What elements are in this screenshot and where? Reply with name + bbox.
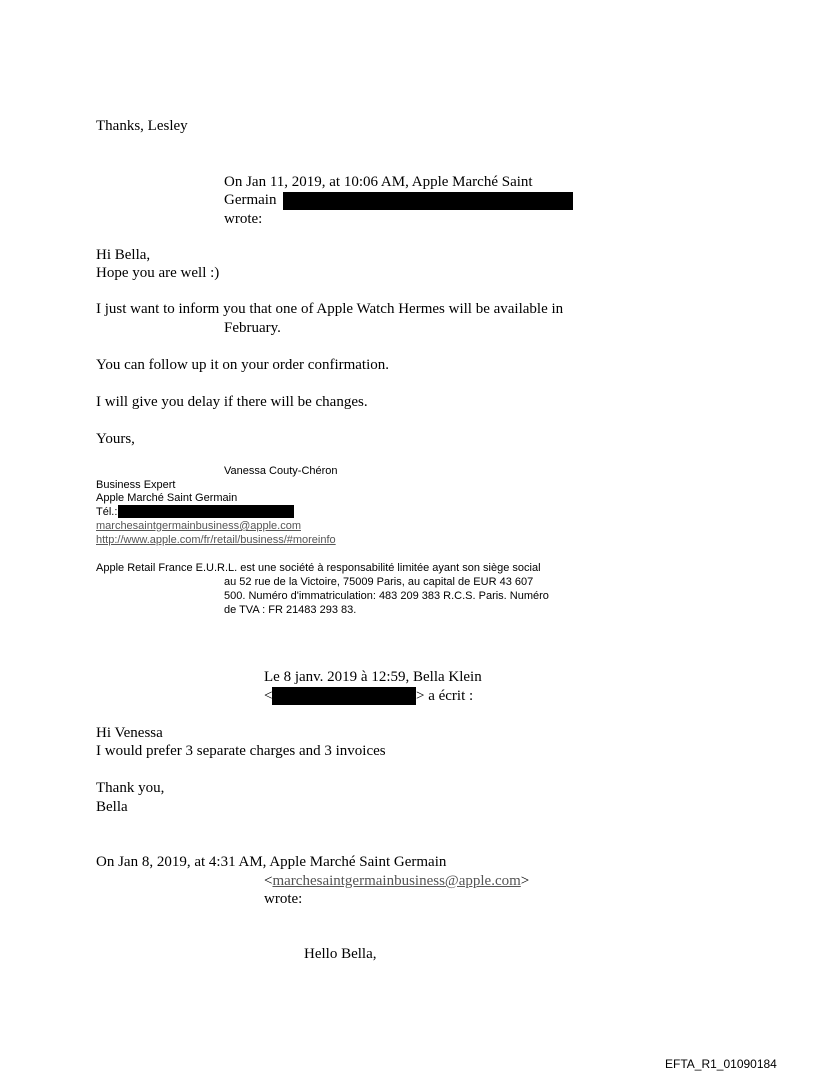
quote3-email-line: [264, 872, 529, 891]
signature-title: Business Expert: [96, 479, 176, 491]
quote1-header-line3: wrote:: [224, 211, 263, 227]
quote2-line2: I would prefer 3 separate charges and 3 invoices: [96, 743, 386, 759]
thanks-line: Thanks, Lesley: [96, 118, 188, 134]
signature-url-link[interactable]: http://www.apple.com/fr/retail/business/#moreinfo: [96, 534, 336, 546]
quote2-name: Bella: [96, 799, 128, 815]
quote1-header-line2: Germain: [224, 192, 277, 208]
signature-name: Vanessa Couty-Chéron: [224, 465, 338, 477]
quote3-greeting: Hello Bella,: [304, 946, 377, 962]
quote3-email-link[interactable]: marchesaintgermainbusiness@apple.com: [272, 873, 521, 889]
quote1-body1-line1: I just want to inform you that one of Apple Watch Hermes will be available in: [96, 301, 564, 317]
redaction-box: [272, 687, 416, 705]
quote1-body2: You can follow up it on your order confirmation.: [96, 357, 390, 373]
quote1-header-line1: On Jan 11, 2019, at 10:06 AM, Apple Marché Saint: [224, 174, 533, 190]
quote1-body1-line2: February.: [224, 320, 281, 336]
quote2-thanks: Thank you,: [96, 780, 165, 796]
signature-store: Apple Marché Saint Germain: [96, 492, 238, 504]
document-id: EFTA_R1_01090184: [665, 1057, 777, 1071]
legal-line2: au 52 rue de la Victoire, 75009 Paris, au capital de EUR 43 607: [224, 576, 534, 588]
redaction-box: [283, 192, 573, 210]
legal-line1: Apple Retail France E.U.R.L. est une société à responsabilité limitée ayant son siège social: [96, 562, 541, 574]
legal-line4: de TVA : FR 21483 293 83.: [224, 604, 357, 616]
signature-email-link[interactable]: marchesaintgermainbusiness@apple.com: [96, 520, 301, 532]
signature-tel-label: Tél.:: [96, 506, 118, 518]
quote1-closing: Yours,: [96, 431, 135, 447]
quote2-header-open: <: [264, 688, 273, 704]
quote3-email-open: <: [264, 873, 273, 889]
quote1-body3: I will give you delay if there will be changes.: [96, 394, 368, 410]
legal-line3: 500. Numéro d'immatriculation: 483 209 383 R.C.S. Paris. Numéro: [224, 590, 549, 602]
redaction-box: [118, 505, 294, 518]
quote1-greeting: Hi Bella,: [96, 247, 151, 263]
quote2-header-line1: Le 8 janv. 2019 à 12:59, Bella Klein: [264, 669, 482, 685]
quote2-header-close: > a écrit :: [416, 688, 474, 704]
quote1-wellwish: Hope you are well :): [96, 265, 220, 281]
quote2-line1: Hi Venessa: [96, 725, 163, 741]
quote3-wrote: wrote:: [264, 891, 303, 907]
quote3-email-close: >: [520, 873, 530, 889]
quote3-header-line1: On Jan 8, 2019, at 4:31 AM, Apple Marché Saint Germain: [96, 854, 447, 870]
